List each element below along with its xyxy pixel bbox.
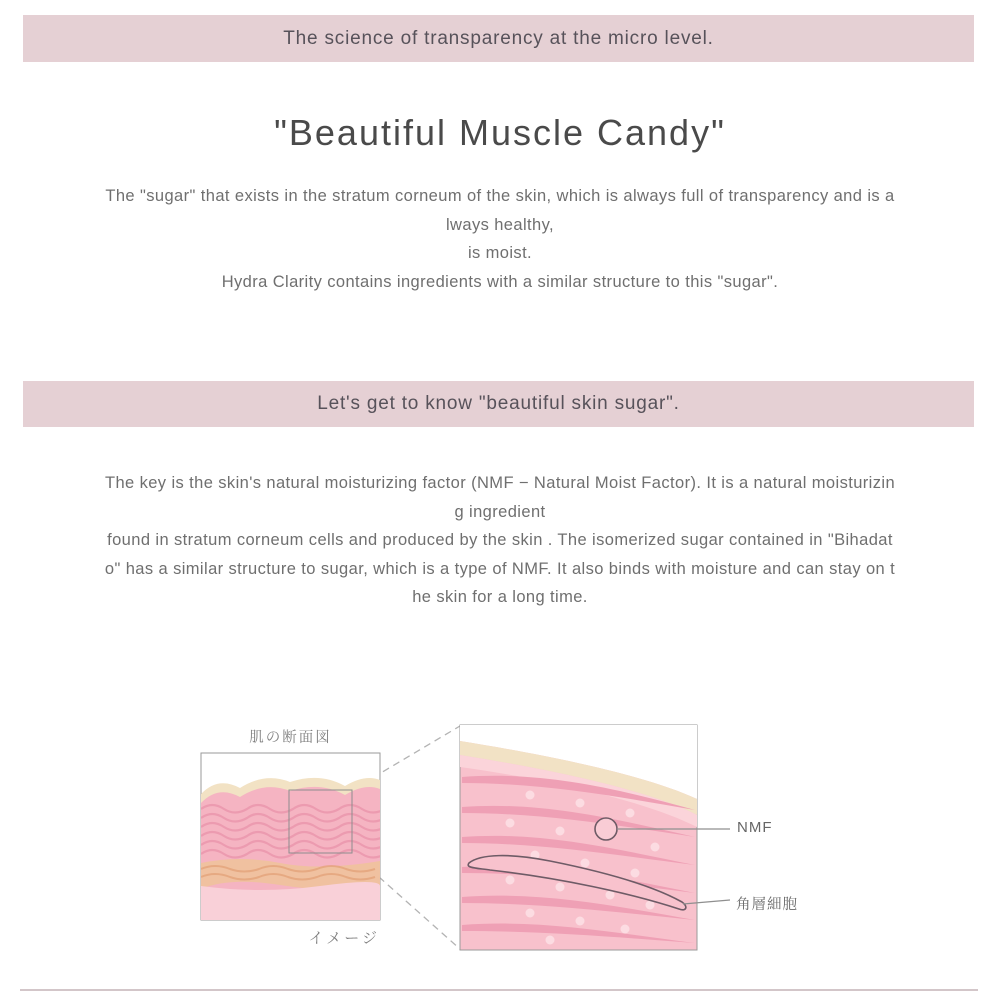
- section-banner-science: [23, 15, 974, 62]
- nmf-paragraph-line: g ingredient: [454, 502, 546, 521]
- small-box-title: 肌の断面図: [249, 730, 332, 746]
- section-banner-skin-sugar: [23, 381, 974, 427]
- corneocyte-label: 角層細胞: [736, 897, 798, 913]
- nmf-label: NMF: [737, 819, 773, 836]
- skin-overview-box: [201, 753, 385, 920]
- nmf-paragraph-line: he skin for a long time.: [412, 588, 588, 606]
- small-box-caption: イメージ: [308, 930, 380, 947]
- nmf-marker-circle: [595, 818, 617, 840]
- intro-paragraph-line: lways healthy,: [445, 215, 554, 234]
- intro-paragraph: [24, 182, 976, 296]
- nmf-paragraph: [24, 469, 976, 612]
- skin-magnified-box: [460, 725, 697, 950]
- intro-paragraph-line: Hydra Clarity contains ingredients with a similar structure to this "sugar".: [221, 272, 779, 291]
- next-section-divider: [20, 989, 978, 991]
- intro-paragraph-line: The "sugar" that exists in the stratum corneum of the skin, which is always full of transparency and is a: [105, 187, 895, 205]
- skin-cross-section-diagram: [180, 715, 820, 960]
- nmf-paragraph-line: The key is the skin's natural moisturizing factor (NMF − Natural Moist Factor). It is a natural moisturizin: [104, 474, 896, 492]
- page-title: "Beautiful Muscle Candy": [274, 112, 726, 153]
- skin-diagram-graphic: [180, 715, 820, 960]
- section-banner-science-label: The science of transparency at the micro level.: [283, 27, 714, 49]
- intro-paragraph-line: is moist.: [467, 244, 533, 262]
- nmf-paragraph-line: found in stratum corneum cells and produced by the skin . The isomerized sugar contained in "Bihadat: [107, 531, 893, 549]
- section-banner-skin-sugar-label: Let's get to know "beautiful skin sugar".: [317, 393, 680, 414]
- nmf-paragraph-line: o" has a similar structure to sugar, which is a type of NMF. It also binds with moisture and can stay on t: [104, 559, 896, 578]
